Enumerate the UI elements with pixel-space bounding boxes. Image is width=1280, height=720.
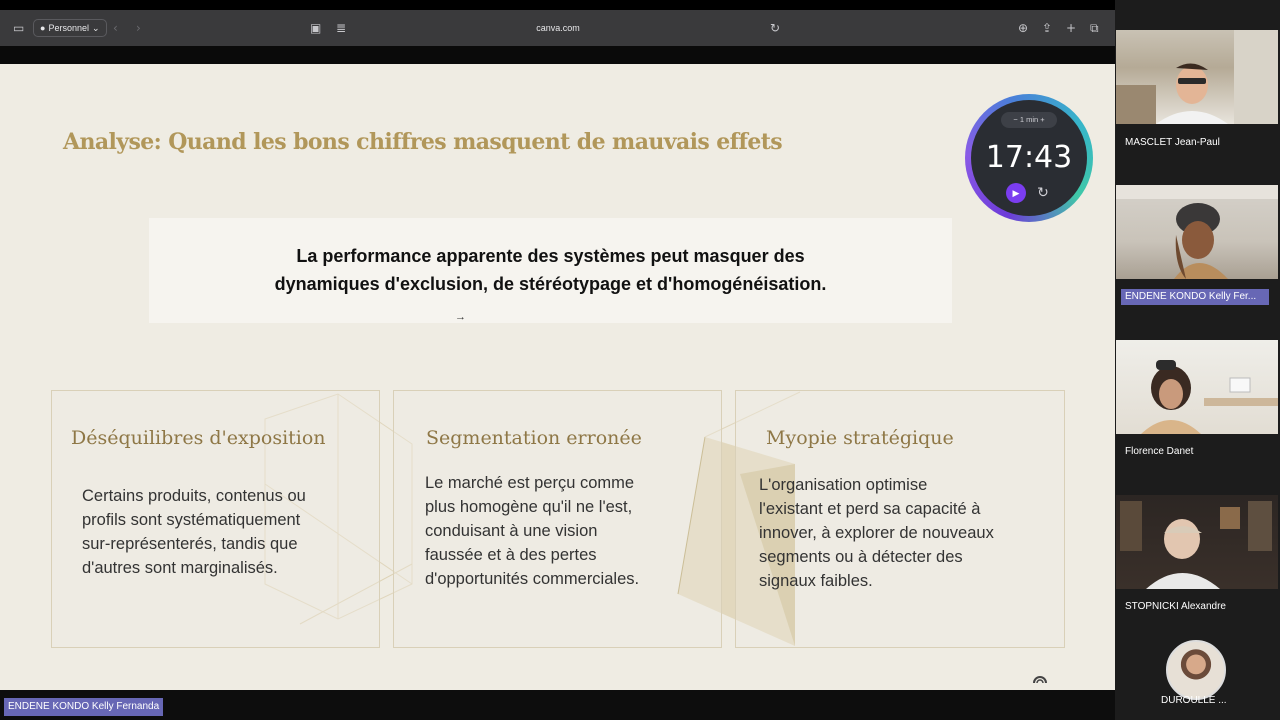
canva-logo-icon	[1032, 674, 1048, 684]
notion-icon[interactable]: ▣	[310, 21, 322, 35]
participant-silhouette	[1116, 185, 1278, 279]
countdown-timer	[965, 94, 1093, 222]
sidebar-toggle-icon[interactable]: ▭	[13, 21, 25, 35]
participant-silhouette	[1116, 30, 1278, 124]
meeting-bottom-bar	[0, 690, 1115, 720]
card-line: profils sont systématiquement	[82, 511, 301, 529]
card-line: faussée et à des pertes	[425, 546, 597, 564]
card-line: Le marché est perçu comme	[425, 474, 635, 492]
tabs-overview-icon[interactable]: ⧉	[1090, 21, 1099, 35]
profile-selector[interactable]	[33, 19, 107, 37]
card-line: innover, à explorer de nouveaux	[759, 524, 994, 542]
card-line: d'opportunités commerciales.	[425, 570, 640, 588]
card-body	[425, 471, 639, 591]
participant-video[interactable]	[1116, 185, 1278, 279]
play-icon: ▶	[1012, 188, 1020, 198]
card-title: Myopie stratégique	[766, 427, 954, 449]
key-message	[149, 242, 952, 298]
slide-title: Analyse: Quand les bons chiffres masquent de mauvais effets	[63, 129, 783, 155]
card-title: Déséquilibres d'exposition	[71, 427, 326, 449]
page-top-strip	[0, 46, 1115, 64]
person-icon: ●	[40, 23, 46, 33]
key-message-line: dynamiques d'exclusion, de stéréotypage et d'homogénéisation.	[274, 274, 827, 294]
minus-icon[interactable]: −	[1013, 115, 1018, 124]
reload-icon[interactable]: ↻	[770, 21, 781, 35]
cursor-arrow-icon: →	[455, 311, 466, 323]
card-strategic-myopia	[735, 390, 1065, 648]
share-icon[interactable]: ⇪	[1042, 21, 1053, 35]
address-bar[interactable]: canva.com	[536, 23, 580, 33]
participant-name: DUROULLE ...	[1161, 695, 1227, 706]
card-line: conduisant à une vision	[425, 522, 598, 540]
timer-step-control[interactable]	[1001, 112, 1057, 128]
card-body	[759, 473, 994, 593]
forward-icon[interactable]: ›	[136, 21, 141, 35]
key-message-line: La performance apparente des systèmes peut masquer des	[296, 246, 805, 266]
card-exposure-imbalance	[51, 390, 380, 648]
key-message-box	[149, 218, 952, 323]
participant-name: MASCLET Jean-Paul	[1125, 137, 1220, 148]
timer-step-label: 1 min	[1019, 115, 1039, 124]
reset-button[interactable]	[1033, 183, 1053, 203]
browser-toolbar	[0, 10, 1115, 46]
card-line: l'existant et perd sa capacité à	[759, 500, 981, 518]
card-line: Certains produits, contenus ou	[82, 487, 306, 505]
plus-icon[interactable]: +	[1040, 115, 1045, 124]
avatar[interactable]	[1166, 640, 1226, 700]
card-title: Segmentation erronée	[426, 427, 642, 449]
card-line: sur-représenterés, tandis que	[82, 535, 298, 553]
participant-name: STOPNICKI Alexandre	[1125, 601, 1226, 612]
reset-icon: ↻	[1037, 185, 1049, 201]
active-speaker-label: ENDENE KONDO Kelly Fernanda	[4, 698, 163, 716]
participant-silhouette	[1116, 495, 1278, 589]
back-icon[interactable]: ‹	[113, 21, 118, 35]
profile-label: Personnel	[48, 23, 89, 33]
card-line: segments ou à détecter des	[759, 548, 963, 566]
participant-video[interactable]	[1116, 30, 1278, 124]
download-icon[interactable]: ⊕	[1018, 21, 1029, 35]
participant-video[interactable]	[1116, 340, 1278, 434]
participant-video[interactable]	[1116, 495, 1278, 589]
participant-name: Florence Danet	[1125, 446, 1194, 457]
reader-icon[interactable]: ≣	[336, 21, 347, 35]
card-line: d'autres sont marginalisés.	[82, 559, 278, 577]
chevron-down-icon: ⌄	[91, 23, 100, 33]
card-body	[82, 484, 306, 580]
card-line: signaux faibles.	[759, 572, 873, 590]
presentation-slide	[0, 64, 1115, 690]
card-line: plus homogène qu'il ne l'est,	[425, 498, 633, 516]
card-line: L'organisation optimise	[759, 476, 928, 494]
participant-silhouette	[1116, 340, 1278, 434]
timer-time: 17:43	[985, 140, 1073, 175]
card-wrong-segmentation	[393, 390, 722, 648]
new-tab-icon[interactable]: +	[1066, 21, 1077, 35]
participant-name-highlighted: ENDENE KONDO Kelly Fer...	[1121, 289, 1269, 305]
play-button[interactable]	[1006, 183, 1026, 203]
